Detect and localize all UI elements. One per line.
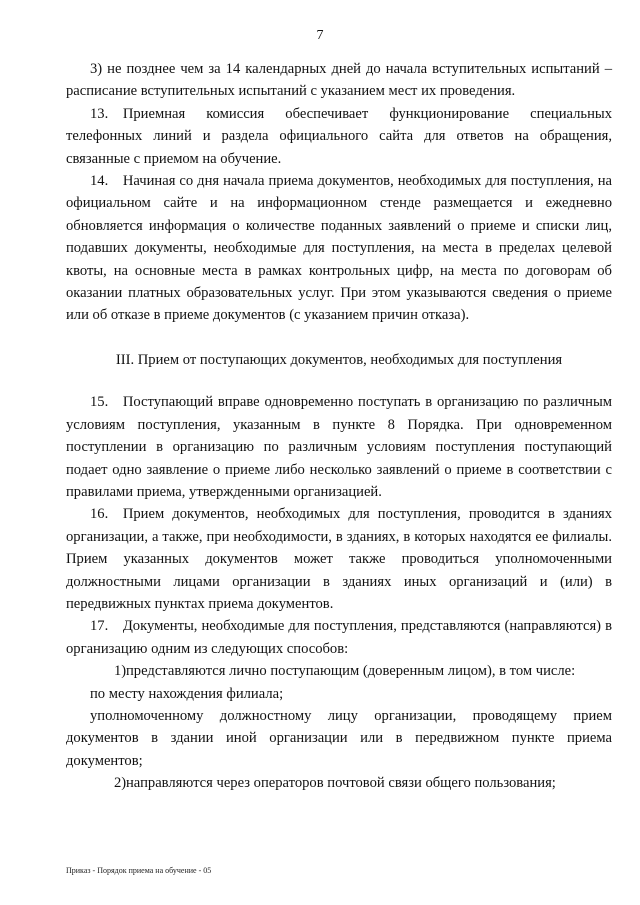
paragraph-13: 13. Приемная комиссия обеспечивает функционирование специальных телефонных линий и раздела официального сайта для ответов на обращения, связанные с приемом на обучение. bbox=[66, 105, 612, 167]
paragraph-14: 14. Начиная со дня начала приема документов, необходимых для поступления, на официальном сайте и на информационном стенде размещается и ежедневно обновляется информация о количестве поданных заявлений о приеме и списки лиц, подавших документы, необходимые для поступления, на места в пределах целевой квоты, на основные места в рамках контрольных цифр, на места по договорам об оказании платных образовательных услуг. При этом указываются сведения о приеме или об отказе в приеме документов (с указанием причин отказа). bbox=[66, 173, 612, 324]
section-heading: III. Прием от поступающих документов, необходимых для поступления bbox=[115, 351, 563, 368]
list-item-2 bbox=[66, 772, 612, 794]
paragraph-3: 3) не позднее чем за 14 календарных дней до начала вступительных испытаний – расписание вступительных испытаний с указанием мест их проведения. bbox=[66, 61, 612, 100]
sub-item-branch: по месту нахождения филиала; bbox=[90, 685, 284, 702]
list-item-number: 1) bbox=[114, 663, 127, 680]
list-item-text: направляются через операторов почтовой связи общего пользования; bbox=[126, 775, 556, 792]
list-item-1 bbox=[66, 660, 612, 682]
page-number: 7 bbox=[316, 28, 324, 43]
paragraph-15: 15. Поступающий вправе одновременно поступать в организацию по различным условиям поступления, указанным в пункте 8 Порядка. При одновременном поступлении в организацию по различным условиям поступления поступающий подает одно заявление о приеме либо несколько заявлений о приеме в соответствии с правилами приема, утвержденными организацией. bbox=[66, 394, 612, 500]
document-body bbox=[66, 58, 612, 795]
list-item-number: 2) bbox=[114, 775, 127, 792]
paragraph-17: 17. Документы, необходимые для поступления, представляются (направляются) в организацию одним из следующих способов: bbox=[66, 618, 612, 657]
paragraph-16: 16. Прием документов, необходимых для поступления, проводится в зданиях организации, а также, при необходимости, в зданиях, в которых находятся ее филиалы. Прием указанных документов может также проводиться уполномоченными должностными лицами организации в зданиях иных организаций и (или) в передвижных пунктах приема документов. bbox=[66, 506, 612, 612]
list-item-text: представляются лично поступающим (доверенным лицом), в том числе: bbox=[126, 663, 576, 680]
page-footer: Приказ - Порядок приема на обучение - 05 bbox=[66, 866, 212, 875]
sub-item-official: уполномоченному должностному лицу организации, проводящему прием документов в здании иной организации или в передвижном пункте приема документов; bbox=[66, 707, 612, 769]
